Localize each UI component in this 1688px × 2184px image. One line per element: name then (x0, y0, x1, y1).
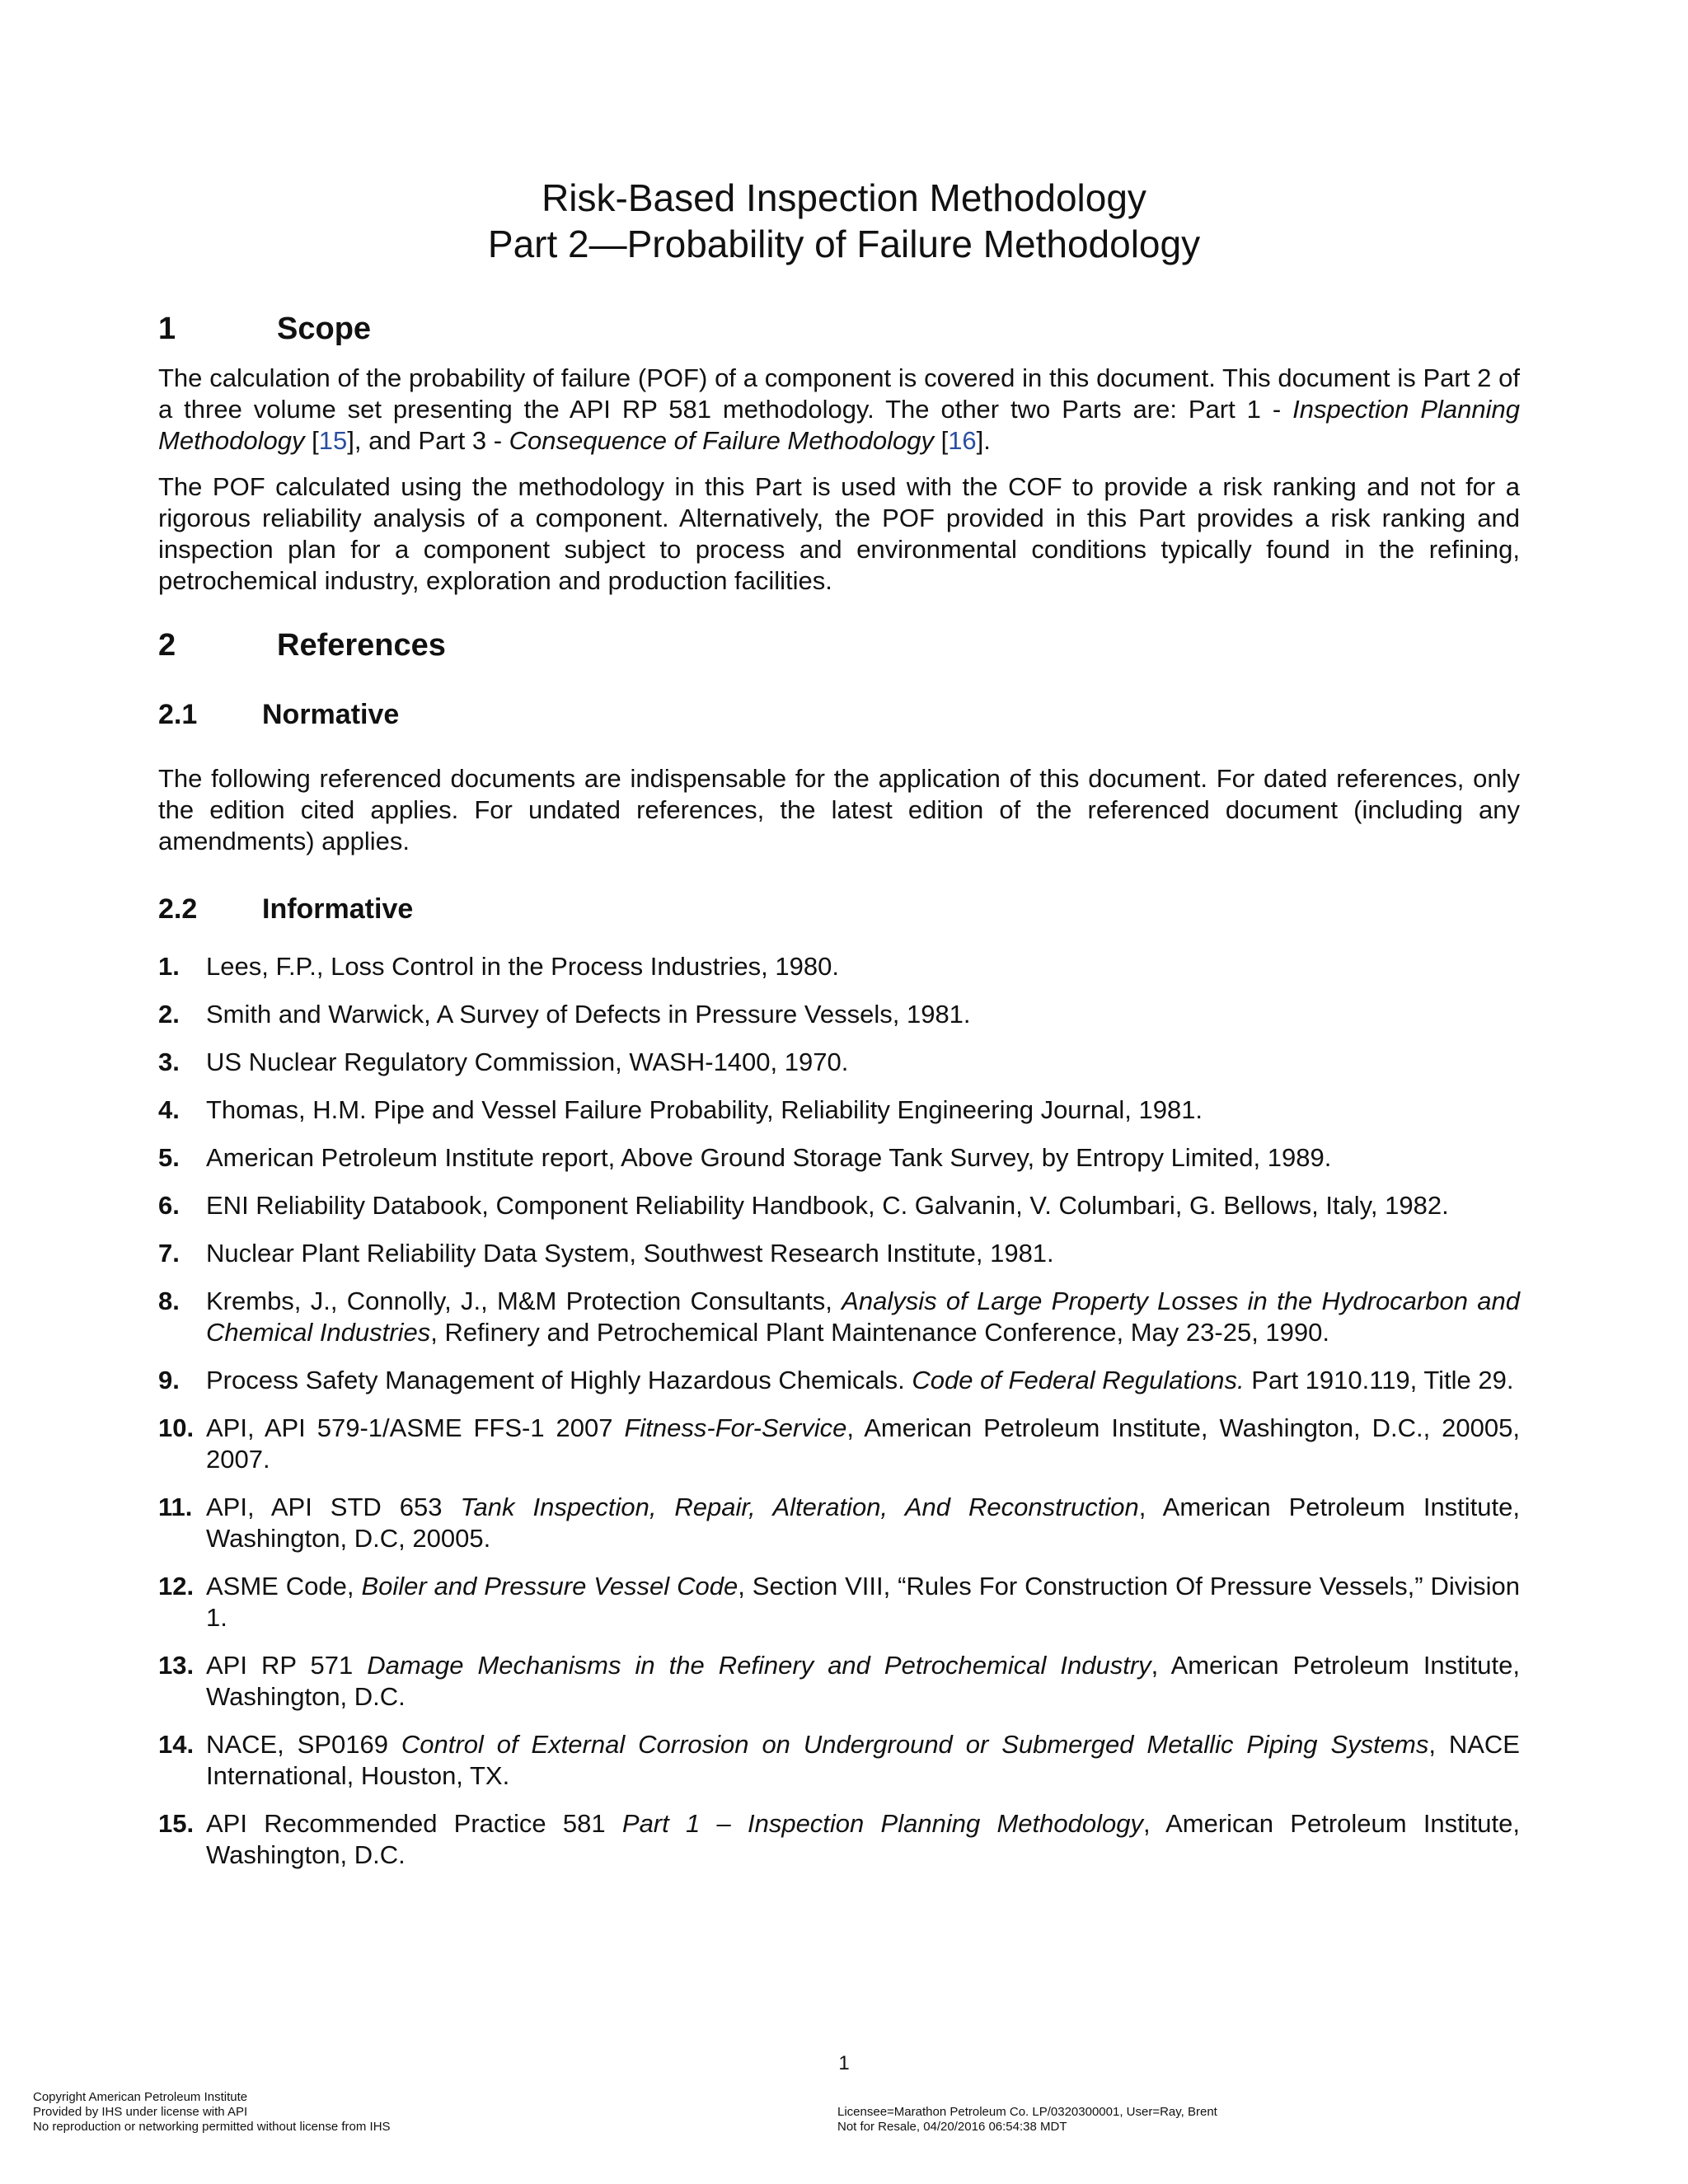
reference-list (158, 951, 1520, 1871)
reference-number: 10. (158, 1413, 195, 1442)
reference-text: Thomas, H.M. Pipe and Vessel Failure Probability, Reliability Engineering Journal, 1981. (206, 1095, 1203, 1124)
scope-paragraph-2: The POF calculated using the methodology in this Part is used with the COF to provide a risk ranking and not for a rigorous reliability analysis of a component. Alternatively, the POF provided in this Part provides a risk ranking and inspection plan for a component subject to process and environmental conditions typically found in the refining, petrochemical industry, exploration and production facilities. (158, 472, 1520, 595)
title-line-2: Part 2—Probability of Failure Methodology (487, 223, 1201, 265)
reference-text: Lees, F.P., Loss Control in the Process Industries, 1980. (206, 952, 839, 981)
reference-item (158, 1650, 1520, 1713)
subsection-heading-normative (158, 697, 1520, 732)
reference-item (158, 1365, 1520, 1396)
reference-number: 15. (158, 1809, 195, 1838)
reference-text: API, API STD 653 Tank Inspection, Repair, Alteration, And Reconstruction, American Petroleum Institute, Washington, D.C, 20005. (206, 1493, 1521, 1553)
footer-copyright: Copyright American Petroleum Institute Provided by IHS under license with API No reproduction or networking permitted without license from IHS (33, 2090, 391, 2134)
reference-text: Nuclear Plant Reliability Data System, Southwest Research Institute, 1981. (206, 1239, 1054, 1268)
reference-text: Smith and Warwick, A Survey of Defects in Pressure Vessels, 1981. (206, 1000, 971, 1029)
reference-text: Krembs, J., Connolly, J., M&M Protection Consultants, Analysis of Large Property Losses in the Hydrocarbon and Chemical Industries, Refinery and Petrochemical Plant Maintenance Conference, May 23-25, 1990. (206, 1286, 1520, 1347)
reference-number: 9. (158, 1366, 180, 1394)
title-line-1: Risk-Based Inspection Methodology (542, 176, 1146, 219)
reference-text: ENI Reliability Databook, Component Reliability Handbook, C. Galvanin, V. Columbari, G. Bellows, Italy, 1982. (206, 1191, 1449, 1220)
document-title (0, 175, 1688, 267)
subsection-number: 2.2 (158, 893, 198, 925)
section-title: References (277, 628, 446, 663)
reference-number: 11. (158, 1493, 193, 1521)
reference-number: 8. (158, 1286, 180, 1315)
reference-text: ASME Code, Boiler and Pressure Vessel Code, Section VIII, “Rules For Construction Of Pressure Vessels,” Division 1. (206, 1572, 1520, 1632)
section-number: 2 (158, 628, 176, 663)
page-number: 1 (838, 2052, 850, 2074)
reference-number: 5. (158, 1143, 180, 1172)
reference-item (158, 1286, 1520, 1348)
section-title: Scope (277, 312, 372, 346)
reference-item (158, 1190, 1520, 1221)
reference-number: 6. (158, 1191, 180, 1220)
reference-item (158, 1142, 1520, 1174)
reference-number: 7. (158, 1239, 180, 1268)
section-heading-scope (158, 310, 1520, 348)
reference-number: 13. (158, 1651, 195, 1680)
reference-item (158, 1729, 1520, 1792)
normative-paragraph: The following referenced documents are indispensable for the application of this document. For dated references, only the edition cited applies. For undated references, the latest edition of the referenced document (including any amendments) applies. (158, 764, 1520, 855)
reference-item (158, 1047, 1520, 1078)
reference-number: 1. (158, 952, 180, 981)
reference-number: 2. (158, 1000, 180, 1029)
reference-item (158, 999, 1520, 1030)
section-heading-references (158, 626, 1520, 664)
reference-item (158, 1238, 1520, 1269)
reference-text: API RP 571 Damage Mechanisms in the Refinery and Petrochemical Industry, American Petroleum Institute, Washington, D.C. (206, 1651, 1520, 1711)
document-body (158, 310, 1520, 1871)
citation-link-15[interactable]: 15 (318, 426, 348, 455)
subsection-title: Informative (262, 893, 414, 925)
reference-item (158, 1492, 1520, 1554)
reference-item (158, 1413, 1520, 1475)
reference-item (158, 951, 1520, 982)
reference-text: API, API 579-1/ASME FFS-1 2007 Fitness-For-Service, American Petroleum Institute, Washington, D.C., 20005, 2007. (206, 1413, 1520, 1474)
reference-number: 14. (158, 1730, 195, 1759)
subsection-heading-informative (158, 892, 1520, 926)
footer-license: Licensee=Marathon Petroleum Co. LP/0320300001, User=Ray, Brent Not for Resale, 04/20/2016 06:54:38 MDT (837, 2105, 1217, 2134)
reference-text: US Nuclear Regulatory Commission, WASH-1400, 1970. (206, 1047, 849, 1076)
reference-number: 4. (158, 1095, 180, 1124)
subsection-number: 2.1 (158, 699, 198, 730)
reference-item (158, 1571, 1520, 1633)
subsection-title: Normative (262, 699, 400, 730)
reference-item (158, 1808, 1520, 1871)
reference-text: NACE, SP0169 Control of External Corrosion on Underground or Submerged Metallic Piping Systems, NACE International, Houston, TX. (206, 1730, 1520, 1790)
reference-number: 3. (158, 1047, 180, 1076)
reference-text: API Recommended Practice 581 Part 1 – Inspection Planning Methodology, American Petroleum Institute, Washington, D.C. (206, 1809, 1520, 1869)
reference-item (158, 1094, 1520, 1126)
reference-text: Process Safety Management of Highly Hazardous Chemicals. Code of Federal Regulations. Part 1910.119, Title 29. (206, 1366, 1514, 1394)
reference-number: 12. (158, 1572, 195, 1601)
section-number: 1 (158, 312, 176, 346)
citation-link-16[interactable]: 16 (948, 426, 977, 455)
scope-paragraph-1: The calculation of the probability of failure (POF) of a component is covered in this document. This document is Part 2 of a three volume set presenting the API RP 581 methodology. The other two Parts are: Part 1 - Inspection Planning Methodology [15], and Part 3 - Consequence of Failure Methodology [16]. (158, 363, 1520, 455)
reference-text: American Petroleum Institute report, Above Ground Storage Tank Survey, by Entropy Limited, 1989. (206, 1143, 1332, 1172)
